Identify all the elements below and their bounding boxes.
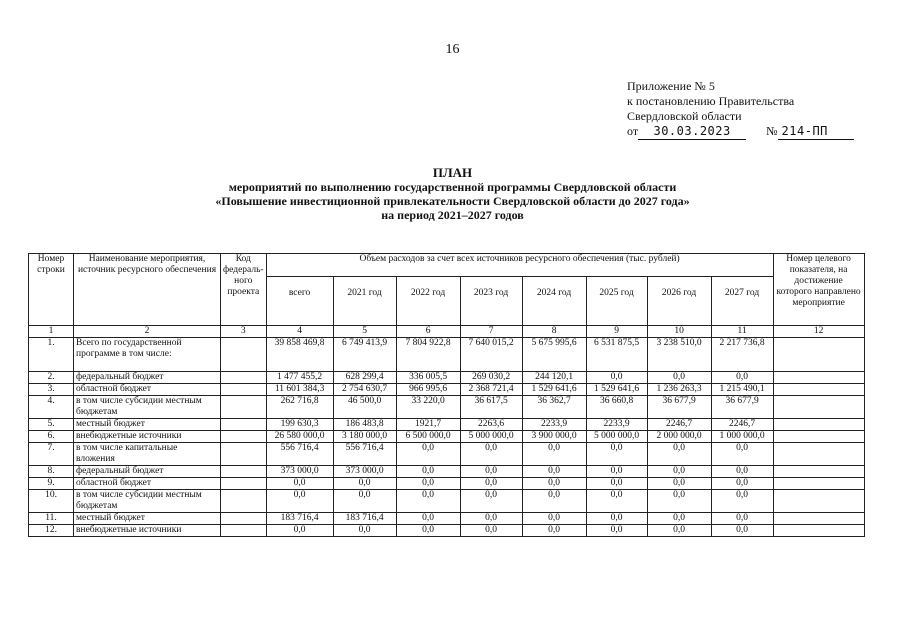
column-number: 3 <box>221 326 267 338</box>
header-target-indicator: Номер целевого показателя, на достижение которого направлено мероприятие <box>773 254 864 326</box>
year-2027-cell: 1 000 000,0 <box>711 431 773 443</box>
year-2023-cell: 0,0 <box>460 525 522 537</box>
row-number-cell: 7. <box>29 443 74 466</box>
total-cell: 373 000,0 <box>266 466 333 478</box>
row-number-cell: 8. <box>29 466 74 478</box>
year-2025-cell: 0,0 <box>586 443 647 466</box>
target-indicator-cell <box>773 431 864 443</box>
title-line-3: «Повышение инвестиционной привлекательности Свердловской области до 2027 года» <box>215 194 690 208</box>
year-2021-cell: 3 180 000,0 <box>333 431 396 443</box>
year-2026-cell: 3 238 510,0 <box>647 338 711 372</box>
row-number-cell: 5. <box>29 419 74 431</box>
year-2021-cell: 183 716,4 <box>333 513 396 525</box>
project-code-cell <box>221 384 267 396</box>
header-year: 2021 год <box>333 277 396 326</box>
year-2023-cell: 0,0 <box>460 443 522 466</box>
year-2022-cell: 0,0 <box>396 466 460 478</box>
header-year: 2024 год <box>522 277 586 326</box>
year-2027-cell: 1 215 490,1 <box>711 384 773 396</box>
target-indicator-cell <box>773 443 864 466</box>
column-number-row <box>29 326 865 338</box>
year-2023-cell: 0,0 <box>460 478 522 490</box>
page-number: 16 <box>445 42 460 57</box>
year-2022-cell: 0,0 <box>396 513 460 525</box>
header-expenses: Объем расходов за счет всех источников ресурсного обеспечения (тыс. рублей) <box>266 254 773 277</box>
date-prefix: от <box>627 124 639 138</box>
column-number: 8 <box>522 326 586 338</box>
row-number-cell: 4. <box>29 396 74 419</box>
target-indicator-cell <box>773 384 864 396</box>
table-row <box>29 466 865 478</box>
activity-name-cell: внебюджетные источники <box>74 525 221 537</box>
table-row <box>29 431 865 443</box>
header-year: 2027 год <box>711 277 773 326</box>
column-number: 4 <box>266 326 333 338</box>
year-2024-cell: 3 900 000,0 <box>522 431 586 443</box>
target-indicator-cell <box>773 338 864 372</box>
year-2024-cell: 244 120,1 <box>522 372 586 384</box>
total-cell: 262 716,8 <box>266 396 333 419</box>
year-2023-cell: 269 030,2 <box>460 372 522 384</box>
project-code-cell <box>221 372 267 384</box>
year-2021-cell: 556 716,4 <box>333 443 396 466</box>
activity-name-cell: в том числе капитальные вложения <box>74 443 221 466</box>
year-2026-cell: 2246,7 <box>647 419 711 431</box>
target-indicator-cell <box>773 490 864 513</box>
appendix-line-2: к постановлению Правительства <box>627 94 795 108</box>
year-2021-cell: 373 000,0 <box>333 466 396 478</box>
header-year: 2022 год <box>396 277 460 326</box>
table-row <box>29 384 865 396</box>
resolution-date-line <box>627 124 854 140</box>
appendix-line-3: Свердловской области <box>627 109 742 123</box>
year-2027-cell: 2 217 736,8 <box>711 338 773 372</box>
total-cell: 11 601 384,3 <box>266 384 333 396</box>
project-code-cell <box>221 338 267 372</box>
project-code-cell <box>221 396 267 419</box>
project-code-cell <box>221 490 267 513</box>
year-2024-cell: 5 675 995,6 <box>522 338 586 372</box>
total-cell: 1 477 455,2 <box>266 372 333 384</box>
table-row <box>29 372 865 384</box>
resolution-number: 214-ПП <box>778 124 854 140</box>
year-2025-cell: 0,0 <box>586 490 647 513</box>
year-2026-cell: 36 677,9 <box>647 396 711 419</box>
table-row <box>29 478 865 490</box>
year-2025-cell: 5 000 000,0 <box>586 431 647 443</box>
year-2022-cell: 0,0 <box>396 443 460 466</box>
year-2022-cell: 0,0 <box>396 490 460 513</box>
column-number: 11 <box>711 326 773 338</box>
year-2021-cell: 0,0 <box>333 525 396 537</box>
activity-name-cell: федеральный бюджет <box>74 372 221 384</box>
year-2022-cell: 6 500 000,0 <box>396 431 460 443</box>
target-indicator-cell <box>773 372 864 384</box>
year-2025-cell: 0,0 <box>586 525 647 537</box>
year-2026-cell: 0,0 <box>647 478 711 490</box>
year-2026-cell: 0,0 <box>647 443 711 466</box>
target-indicator-cell <box>773 466 864 478</box>
year-2022-cell: 966 995,6 <box>396 384 460 396</box>
year-2024-cell: 0,0 <box>522 513 586 525</box>
activity-name-cell: местный бюджет <box>74 419 221 431</box>
total-cell: 0,0 <box>266 525 333 537</box>
row-number-cell: 1. <box>29 338 74 372</box>
row-number-cell: 11. <box>29 513 74 525</box>
year-2022-cell: 0,0 <box>396 525 460 537</box>
year-2022-cell: 33 220,0 <box>396 396 460 419</box>
column-number: 9 <box>586 326 647 338</box>
year-2021-cell: 46 500,0 <box>333 396 396 419</box>
table-row <box>29 338 865 372</box>
header-year: 2023 год <box>460 277 522 326</box>
year-2027-cell: 0,0 <box>711 513 773 525</box>
title-plan: ПЛАН <box>432 165 473 180</box>
header-year: 2025 год <box>586 277 647 326</box>
year-2021-cell: 2 754 630,7 <box>333 384 396 396</box>
target-indicator-cell <box>773 513 864 525</box>
document-title <box>0 166 905 222</box>
header-project-code: Код федераль-ного проекта <box>221 254 267 326</box>
plan-table <box>28 253 865 537</box>
column-number: 6 <box>396 326 460 338</box>
activity-name-cell: в том числе субсидии местным бюджетам <box>74 396 221 419</box>
year-2024-cell: 0,0 <box>522 466 586 478</box>
year-2021-cell: 186 483,8 <box>333 419 396 431</box>
activity-name-cell: областной бюджет <box>74 478 221 490</box>
activity-name-cell: областной бюджет <box>74 384 221 396</box>
year-2023-cell: 7 640 015,2 <box>460 338 522 372</box>
column-number: 12 <box>773 326 864 338</box>
total-cell: 199 630,3 <box>266 419 333 431</box>
header-row-number: Номер строки <box>29 254 74 326</box>
year-2024-cell: 0,0 <box>522 490 586 513</box>
title-line-2: мероприятий по выполнению государственной программы Свердловской области <box>228 180 677 194</box>
year-2022-cell: 1921,7 <box>396 419 460 431</box>
total-cell: 26 580 000,0 <box>266 431 333 443</box>
project-code-cell <box>221 419 267 431</box>
header-total: всего <box>266 277 333 326</box>
table-row <box>29 490 865 513</box>
project-code-cell <box>221 478 267 490</box>
resolution-date: 30.03.2023 <box>638 124 746 140</box>
year-2024-cell: 0,0 <box>522 443 586 466</box>
year-2021-cell: 0,0 <box>333 478 396 490</box>
activity-name-cell: Всего по государственной программе в том числе: <box>74 338 221 372</box>
target-indicator-cell <box>773 478 864 490</box>
year-2026-cell: 1 236 263,3 <box>647 384 711 396</box>
year-2026-cell: 0,0 <box>647 372 711 384</box>
year-2026-cell: 0,0 <box>647 490 711 513</box>
row-number-cell: 12. <box>29 525 74 537</box>
year-2025-cell: 6 531 875,5 <box>586 338 647 372</box>
table-row <box>29 443 865 466</box>
year-2026-cell: 0,0 <box>647 466 711 478</box>
year-2025-cell: 1 529 641,6 <box>586 384 647 396</box>
row-number-cell: 9. <box>29 478 74 490</box>
year-2027-cell: 0,0 <box>711 443 773 466</box>
year-2021-cell: 628 299,4 <box>333 372 396 384</box>
column-number: 10 <box>647 326 711 338</box>
year-2021-cell: 0,0 <box>333 490 396 513</box>
activity-name-cell: местный бюджет <box>74 513 221 525</box>
year-2024-cell: 0,0 <box>522 478 586 490</box>
year-2024-cell: 1 529 641,6 <box>522 384 586 396</box>
year-2024-cell: 2233,9 <box>522 419 586 431</box>
year-2025-cell: 0,0 <box>586 478 647 490</box>
appendix-line-1: Приложение № 5 <box>627 79 715 93</box>
number-prefix: № <box>766 124 778 138</box>
year-2027-cell: 0,0 <box>711 525 773 537</box>
year-2023-cell: 0,0 <box>460 513 522 525</box>
activity-name-cell: внебюджетные источники <box>74 431 221 443</box>
year-2025-cell: 0,0 <box>586 513 647 525</box>
column-number: 2 <box>74 326 221 338</box>
year-2022-cell: 0,0 <box>396 478 460 490</box>
year-2023-cell: 2 368 721,4 <box>460 384 522 396</box>
year-2024-cell: 36 362,7 <box>522 396 586 419</box>
table-row <box>29 396 865 419</box>
row-number-cell: 2. <box>29 372 74 384</box>
year-2027-cell: 0,0 <box>711 466 773 478</box>
year-2023-cell: 5 000 000,0 <box>460 431 522 443</box>
project-code-cell <box>221 431 267 443</box>
header-activity: Наименование мероприятия, источник ресурсного обеспечения <box>74 254 221 326</box>
year-2027-cell: 0,0 <box>711 490 773 513</box>
column-number: 7 <box>460 326 522 338</box>
year-2026-cell: 0,0 <box>647 513 711 525</box>
total-cell: 556 716,4 <box>266 443 333 466</box>
year-2025-cell: 36 660,8 <box>586 396 647 419</box>
year-2022-cell: 336 005,5 <box>396 372 460 384</box>
activity-name-cell: федеральный бюджет <box>74 466 221 478</box>
total-cell: 183 716,4 <box>266 513 333 525</box>
project-code-cell <box>221 525 267 537</box>
table-row <box>29 419 865 431</box>
column-number: 5 <box>333 326 396 338</box>
year-2027-cell: 0,0 <box>711 372 773 384</box>
total-cell: 39 858 469,8 <box>266 338 333 372</box>
year-2025-cell: 0,0 <box>586 372 647 384</box>
row-number-cell: 6. <box>29 431 74 443</box>
total-cell: 0,0 <box>266 490 333 513</box>
column-number: 1 <box>29 326 74 338</box>
year-2027-cell: 0,0 <box>711 478 773 490</box>
header-year: 2026 год <box>647 277 711 326</box>
year-2021-cell: 6 749 413,9 <box>333 338 396 372</box>
target-indicator-cell <box>773 396 864 419</box>
row-number-cell: 3. <box>29 384 74 396</box>
year-2023-cell: 0,0 <box>460 490 522 513</box>
project-code-cell <box>221 513 267 525</box>
year-2023-cell: 0,0 <box>460 466 522 478</box>
year-2023-cell: 36 617,5 <box>460 396 522 419</box>
appendix-block <box>627 79 854 140</box>
project-code-cell <box>221 443 267 466</box>
table-row <box>29 525 865 537</box>
plan-table-body <box>29 338 865 537</box>
year-2025-cell: 2233,9 <box>586 419 647 431</box>
project-code-cell <box>221 466 267 478</box>
row-number-cell: 10. <box>29 490 74 513</box>
total-cell: 0,0 <box>266 478 333 490</box>
target-indicator-cell <box>773 525 864 537</box>
year-2022-cell: 7 804 922,8 <box>396 338 460 372</box>
year-2023-cell: 2263,6 <box>460 419 522 431</box>
year-2024-cell: 0,0 <box>522 525 586 537</box>
title-line-4: на период 2021–2027 годов <box>381 208 524 222</box>
table-row <box>29 513 865 525</box>
year-2025-cell: 0,0 <box>586 466 647 478</box>
year-2027-cell: 2246,7 <box>711 419 773 431</box>
year-2026-cell: 2 000 000,0 <box>647 431 711 443</box>
activity-name-cell: в том числе субсидии местным бюджетам <box>74 490 221 513</box>
year-2026-cell: 0,0 <box>647 525 711 537</box>
year-2027-cell: 36 677,9 <box>711 396 773 419</box>
target-indicator-cell <box>773 419 864 431</box>
